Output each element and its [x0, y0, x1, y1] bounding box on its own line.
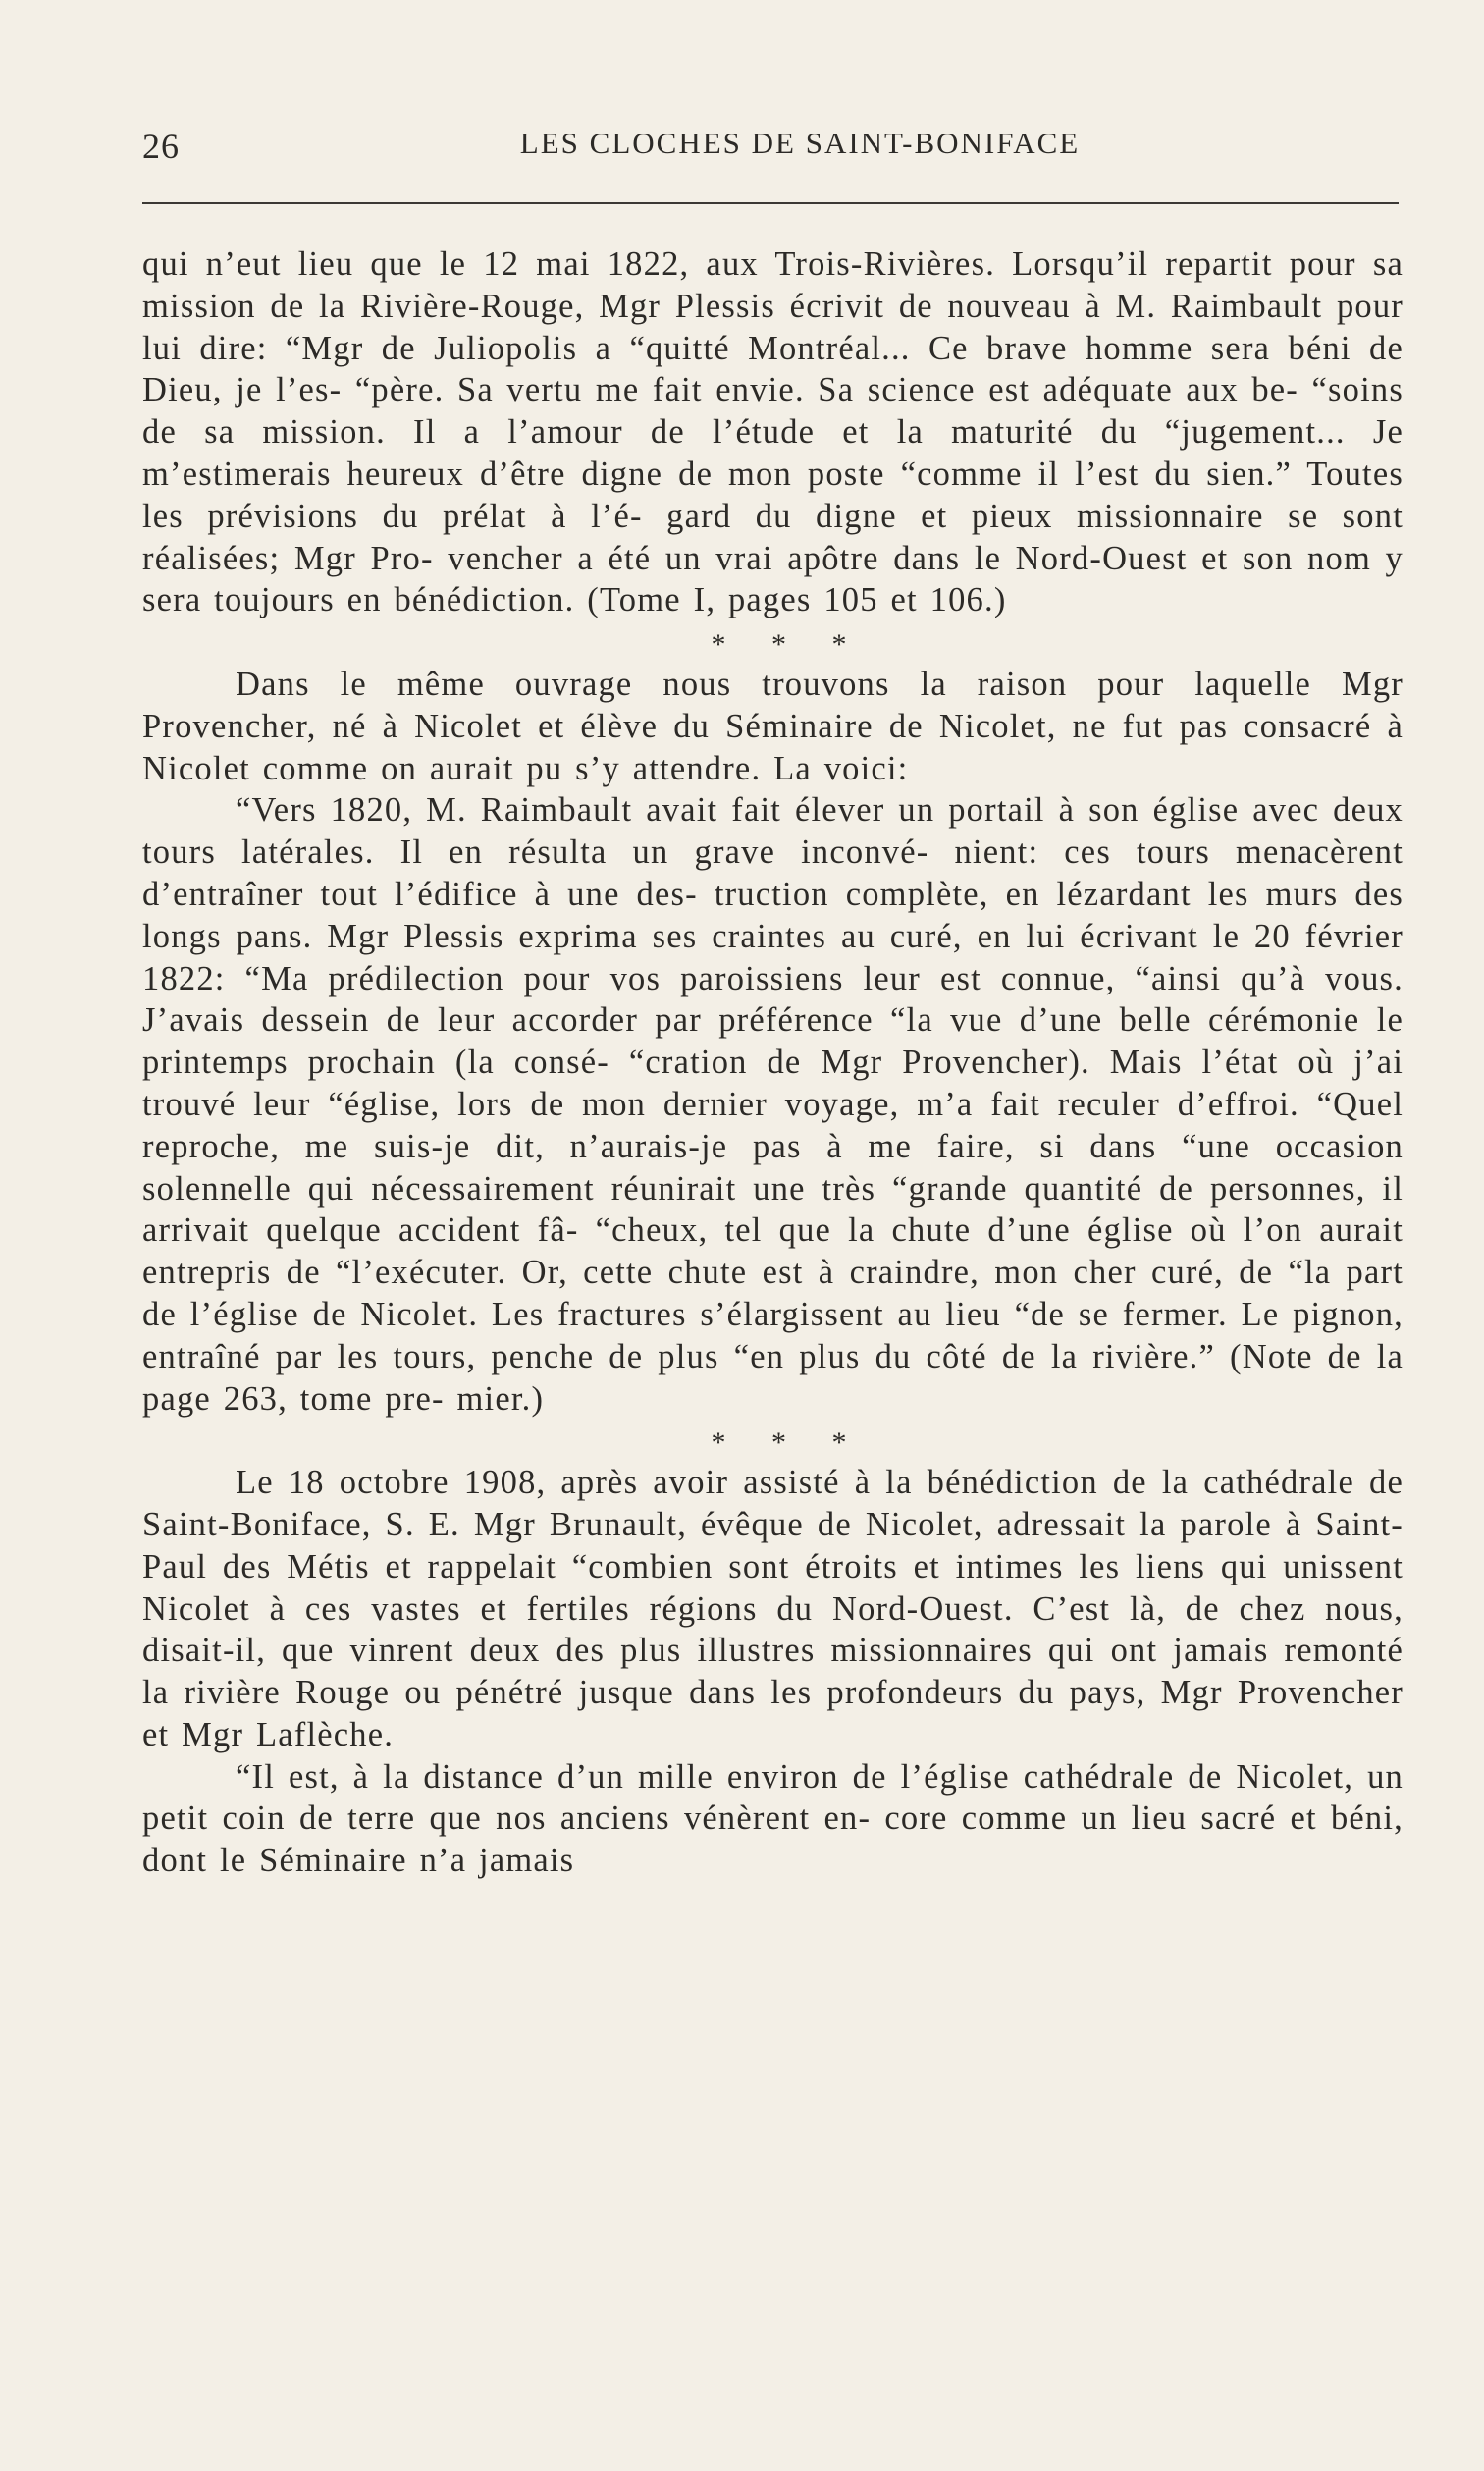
- paragraph-2: Dans le même ouvrage nous trouvons la raison pour laquelle Mgr Provencher, né à Nicolet et élève du Séminaire de Nicolet, ne fut pas consacré à Nicolet comme on aurait pu s’y attendre. La voici:: [142, 665, 1404, 787]
- page-number: 26: [142, 127, 180, 166]
- paragraph-4: Le 18 octobre 1908, après avoir assisté à la bénédiction de la cathédrale de Saint-Boniface, S. E. Mgr Brunault, évêque de Nicolet, adressait la parole à Saint-Paul des Métis et rappelait “combien sont étroits et intimes les liens qui unissent Nicolet à ces vastes et fertiles régions du Nord-Ouest. C’est là, de chez nous, disait-il, que vinrent deux des plus illustres missionnaires qui ont jamais remonté la rivière Rouge ou pénétré jusque dans les profondeurs du pays, Mgr Provencher et Mgr Laflèche.: [142, 1464, 1404, 1753]
- header-rule: [142, 202, 1399, 204]
- paragraph-5: “Il est, à la distance d’un mille environ de l’église cathédrale de Nicolet, un petit coin de terre que nos anciens vénèrent en- core comme un lieu sacré et béni, dont le Séminaire n’a jamais: [142, 1757, 1404, 1880]
- paragraph-1: qui n’eut lieu que le 12 mai 1822, aux Trois-Rivières. Lorsqu’il repartit pour sa mission de la Rivière-Rouge, Mgr Plessis écrivit de nouveau à M. Raimbault pour lui dire: “Mgr de Juliopolis a “quitté Montréal... Ce brave homme sera béni de Dieu, je l’es- “père. Sa vertu me fait envie. Sa science est adéquate aux be- “soins de sa mission. Il a l’amour de l’étude et la maturité du “jugement... Je m’estimerais heureux d’être digne de mon poste “comme il l’est du sien.” Toutes les prévisions du prélat à l’é- gard du digne et pieux missionnaire se sont réalisées; Mgr Pro- vencher a été un vrai apôtre dans le Nord-Ouest et son nom y sera toujours en bénédiction. (Tome I, pages 105 et 106.): [142, 245, 1404, 619]
- section-break-1: * * *: [711, 628, 865, 662]
- body-text: [142, 243, 1404, 1882]
- page-header: [142, 116, 1399, 175]
- running-title: LES CLOCHES DE SAINT-BONIFACE: [519, 126, 1081, 160]
- paragraph-3: “Vers 1820, M. Raimbault avait fait élever un portail à son église avec deux tours latérales. Il en résulta un grave inconvé- nient: ces tours menacèrent d’entraîner tout l’édifice à une des- truction complète, en lézardant les murs des longs pans. Mgr Plessis exprima ses craintes au curé, en lui écrivant le 20 février 1822: “Ma prédilection pour vos paroissiens leur est connue, “ainsi qu’à vous. J’avais dessein de leur accorder par préférence “la vue d’une belle cérémonie le printemps prochain (la consé- “cration de Mgr Provencher). Mais l’état où j’ai trouvé leur “église, lors de mon dernier voyage, m’a fait reculer d’effroi. “Quel reproche, me suis-je dit, n’aurais-je pas à me faire, si dans “une occasion solennelle qui nécessairement réunirait une très “grande quantité de personnes, il arrivait quelque accident fâ- “cheux, tel que la chute d’une église où l’on aurait entrepris de “l’exécuter. Or, cette chute est à craindre, mon cher curé, de “la part de l’église de Nicolet. Les fractures s’élargissent au lieu “de se fermer. Le pignon, entraîné par les tours, penche de plus “en plus du côté de la rivière.” (Note de la page 263, tome pre- mier.): [142, 791, 1404, 1418]
- section-break-2: * * *: [711, 1426, 865, 1460]
